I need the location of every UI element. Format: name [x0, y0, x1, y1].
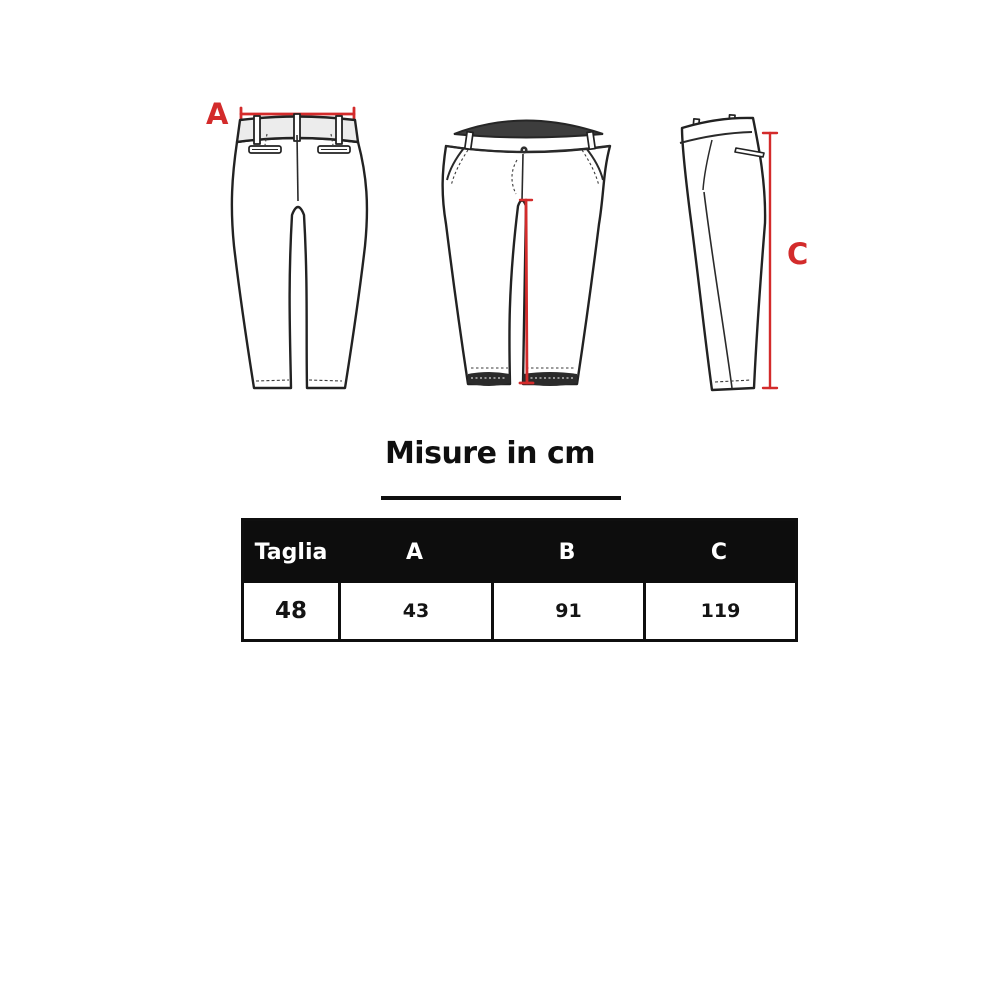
header-cell-b: B — [558, 539, 576, 565]
header-cell-a: A — [405, 539, 424, 565]
header-cell-c: C — [710, 539, 728, 565]
size-table-data-row — [244, 583, 795, 639]
inner-waistband — [454, 121, 603, 138]
value-cell-b: 91 — [491, 583, 643, 639]
value-cell-c: 119 — [643, 583, 795, 639]
waist-button — [520, 146, 527, 153]
value-cell-taglia: 48 — [244, 583, 338, 639]
title-underline — [381, 496, 621, 500]
pants-front-view-illustration — [440, 88, 620, 408]
size-table — [241, 518, 798, 642]
size-chart-title: Misure in cm — [384, 436, 596, 471]
measure-label-c: C — [787, 237, 809, 271]
pants-back-view-illustration — [210, 88, 380, 408]
measure-line-c — [763, 133, 777, 388]
pants-side-view-illustration — [660, 88, 815, 408]
measure-label-a: A — [206, 97, 229, 131]
header-cell-taglia: Taglia — [254, 539, 328, 565]
size-table-header-row — [244, 521, 795, 583]
value-cell-a: 43 — [338, 583, 491, 639]
